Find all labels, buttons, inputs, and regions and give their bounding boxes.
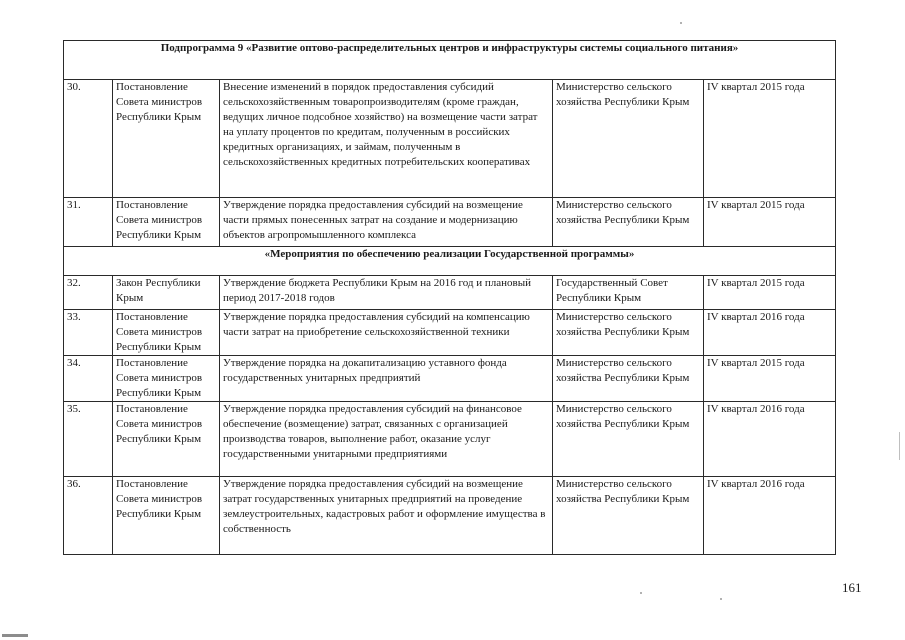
section-header-row — [64, 41, 836, 80]
deadline: IV квартал 2015 года — [704, 276, 836, 310]
table-row — [64, 80, 836, 198]
table-row — [64, 310, 836, 356]
document-title: Утверждение порядка предоставления субсидий на возмещение затрат государственных унитарных предприятий на проведение землеустроительных, кадастровых работ и оформление имущества в собственность — [220, 477, 553, 555]
scan-speck — [640, 592, 642, 594]
row-number: 31. — [64, 198, 113, 247]
row-number: 32. — [64, 276, 113, 310]
document-title: Утверждение порядка предоставления субсидий на возмещение части прямых понесенных затрат на создание и модернизацию объектов агропромышленного комплекса — [220, 198, 553, 247]
document-type: Постановление Совета министров Республики Крым — [113, 402, 220, 477]
document-type: Постановление Совета министров Республики Крым — [113, 356, 220, 402]
document-title: Утверждение порядка предоставления субсидий на компенсацию части затрат на приобретение сельскохозяйственной техники — [220, 310, 553, 356]
document-title: Внесение изменений в порядок предоставления субсидий сельскохозяйственным товаропроизводителям (кроме граждан, ведущих личное подсобное хозяйство) на возмещение части затрат на уплату процентов по кредитам, полученным в российских кредитных организациях, и займам, полученным в сельскохозяйственных кредитных потребительских кооперативах — [220, 80, 553, 198]
scan-speck — [720, 598, 722, 600]
section-header: Подпрограмма 9 «Развитие оптово-распределительных центров и инфраструктуры системы социального питания» — [64, 41, 836, 80]
executor: Министерство сельского хозяйства Республики Крым — [553, 80, 704, 198]
row-number: 35. — [64, 402, 113, 477]
scan-artifact-line — [899, 432, 900, 460]
table-row — [64, 276, 836, 310]
row-number: 30. — [64, 80, 113, 198]
deadline: IV квартал 2016 года — [704, 477, 836, 555]
row-number: 34. — [64, 356, 113, 402]
table-row — [64, 402, 836, 477]
deadline: IV квартал 2015 года — [704, 356, 836, 402]
document-title: Утверждение порядка предоставления субсидий на финансовое обеспечение (возмещение) затрат, связанных с организацией производства товаров, выполнение работ, оказание услуг государственными унитарными предприятиями — [220, 402, 553, 477]
executor: Государственный Совет Республики Крым — [553, 276, 704, 310]
section-header: «Мероприятия по обеспечению реализации Государственной программы» — [64, 247, 836, 276]
deadline: IV квартал 2016 года — [704, 310, 836, 356]
document-type: Постановление Совета министров Республики Крым — [113, 198, 220, 247]
page-number: 161 — [842, 580, 862, 595]
document-type: Закон Республики Крым — [113, 276, 220, 310]
executor: Министерство сельского хозяйства Республики Крым — [553, 198, 704, 247]
table-row — [64, 356, 836, 402]
scan-artifact-mark — [2, 634, 28, 637]
row-number: 36. — [64, 477, 113, 555]
table-row — [64, 198, 836, 247]
executor: Министерство сельского хозяйства Республики Крым — [553, 356, 704, 402]
document-title: Утверждение порядка на докапитализацию уставного фонда государственных унитарных предприятий — [220, 356, 553, 402]
document-title: Утверждение бюджета Республики Крым на 2016 год и плановый период 2017-2018 годов — [220, 276, 553, 310]
deadline: IV квартал 2015 года — [704, 198, 836, 247]
row-number: 33. — [64, 310, 113, 356]
table-row — [64, 477, 836, 555]
document-type: Постановление Совета министров Республики Крым — [113, 310, 220, 356]
section-header-row — [64, 247, 836, 276]
scan-speck — [680, 22, 682, 24]
measures-table — [63, 40, 836, 555]
executor: Министерство сельского хозяйства Республики Крым — [553, 402, 704, 477]
document-type: Постановление Совета министров Республики Крым — [113, 477, 220, 555]
executor: Министерство сельского хозяйства Республики Крым — [553, 477, 704, 555]
deadline: IV квартал 2016 года — [704, 402, 836, 477]
deadline: IV квартал 2015 года — [704, 80, 836, 198]
executor: Министерство сельского хозяйства Республики Крым — [553, 310, 704, 356]
document-type: Постановление Совета министров Республики Крым — [113, 80, 220, 198]
